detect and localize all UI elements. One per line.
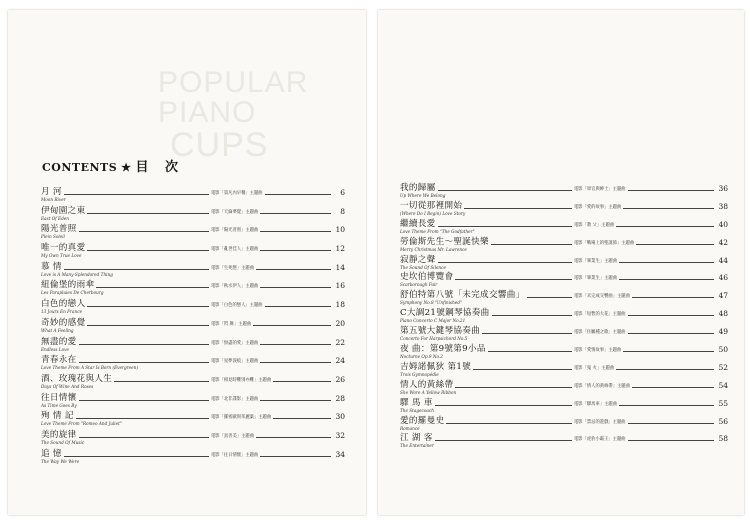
toc-entry-row — [400, 180, 728, 193]
song-title-english: Plein Soleil — [41, 234, 65, 240]
song-title-chinese: 酒、玫瑰花與人生 — [41, 373, 113, 384]
toc-entry-row — [400, 359, 728, 372]
toc-entry[interactable] — [400, 269, 728, 287]
toc-list-left — [41, 184, 345, 464]
contents-label-cjk: 目 次 — [135, 160, 185, 175]
film-note: 電影「禁忌的遊戲」主題曲 — [574, 419, 626, 425]
song-title-english: Piano Concerto C Major No.21 — [400, 318, 466, 324]
toc-entry[interactable] — [400, 216, 728, 234]
film-note: 電影「愛情故事」主題曲 — [574, 348, 622, 354]
toc-entry-row — [41, 259, 345, 272]
song-title-english: Merry Christmas Mr. Lawrence — [400, 246, 467, 252]
toc-entry[interactable] — [400, 430, 728, 448]
toc-entry-row — [400, 395, 728, 408]
toc-entry-row — [400, 413, 728, 426]
song-title-chinese: 我的歸屬 — [400, 183, 436, 193]
toc-entry[interactable] — [41, 446, 345, 465]
page-number: 50 — [718, 345, 728, 355]
toc-entry[interactable] — [400, 305, 728, 323]
toc-entry-row — [41, 371, 345, 384]
toc-entry-row — [41, 221, 345, 234]
page-number: 47 — [718, 291, 728, 301]
film-note: 電影「畢業生」主題曲 — [574, 258, 617, 264]
song-title-english: The Sound Of Silence — [400, 264, 446, 270]
song-title-english: Scarborough Fair — [400, 282, 438, 288]
song-title-chinese: 月 河 — [41, 187, 62, 197]
page-number: 46 — [718, 273, 728, 283]
leader-rule — [400, 226, 714, 227]
song-title-english: Up Where We Belong — [400, 193, 446, 198]
song-title-chinese: 唯一的真愛 — [41, 243, 86, 254]
toc-entry[interactable] — [400, 198, 728, 216]
song-title-english: Love Theme From "The Godfather" — [400, 228, 475, 234]
toc-entry-row — [400, 198, 728, 211]
toc-entry-row — [400, 287, 728, 300]
toc-entry[interactable] — [41, 277, 345, 296]
film-note: 電影「愛的故事」主題曲 — [574, 204, 622, 210]
song-title-chinese: 追 憶 — [41, 448, 62, 459]
film-note: 電影「驛馬車」主題曲 — [574, 401, 617, 407]
film-note: 電影「北非諜影」主題曲 — [211, 396, 259, 402]
toc-entry-row — [400, 216, 728, 229]
toc-entry-row — [400, 305, 728, 318]
song-title-english: Symphony No.8 "Unfinished" — [400, 300, 462, 306]
film-note: 電影「情人的黃絲帶」主題曲 — [574, 383, 630, 389]
leader-rule — [41, 362, 331, 363]
toc-entry[interactable] — [41, 259, 345, 278]
film-note: 電影「生死戀」主題曲 — [211, 265, 254, 271]
film-note: 電影「第凡內早餐」主題曲 — [211, 191, 263, 196]
song-title-english: Nocturne Op.9 No.2 — [400, 354, 443, 360]
toc-entry-row — [41, 427, 345, 440]
contents-heading — [42, 156, 184, 175]
page-number: 6 — [340, 188, 345, 197]
page-number: 42 — [718, 237, 728, 247]
toc-entry[interactable] — [41, 296, 345, 315]
song-title-chinese: 勞倫斯先生～聖誕快樂 — [400, 236, 489, 247]
leader-rule — [400, 262, 714, 263]
film-note: 電影「戰場上的聖誕節」主題曲 — [574, 240, 635, 246]
song-title-english: Days Of Wine And Roses — [41, 383, 94, 389]
toc-entry-row — [400, 269, 728, 282]
toc-entry[interactable] — [400, 323, 728, 341]
film-note: 電影「相見時難別亦難」主題曲 — [211, 377, 272, 383]
page-number: 28 — [335, 393, 345, 403]
page-number: 38 — [718, 201, 728, 211]
toc-entry[interactable] — [400, 395, 728, 413]
toc-entry-row — [41, 184, 345, 197]
song-title-chinese: 往日情懷 — [41, 392, 77, 403]
page-number: 48 — [718, 309, 728, 319]
toc-entry[interactable] — [41, 352, 345, 371]
leader-rule — [400, 440, 714, 441]
song-title-english: East Of Eden — [41, 215, 69, 221]
song-title-chinese: 陽光普照 — [41, 224, 77, 235]
page-number: 40 — [718, 219, 728, 229]
toc-entry[interactable] — [41, 203, 345, 222]
page-number: 14 — [335, 262, 345, 272]
toc-list-right — [400, 180, 728, 448]
song-title-chinese: 第五號大鍵琴協奏曲 — [400, 326, 481, 337]
toc-entry[interactable] — [41, 315, 345, 334]
song-title-english: She Wore A Yellow Ribbon — [400, 389, 457, 395]
leader-rule — [41, 456, 331, 457]
film-note: 電影「鬼 火」主題曲 — [574, 365, 615, 371]
page-number: 30 — [335, 412, 345, 422]
song-title-chinese: 奇妙的感覺 — [41, 317, 86, 328]
song-title-chinese: 紐倫堡的雨傘 — [41, 280, 95, 291]
film-note: 電影「亂世佳人」主題曲 — [211, 247, 259, 253]
toc-entry-row — [41, 334, 345, 347]
page-number: 18 — [335, 300, 345, 310]
star-icon: ★ — [121, 161, 132, 174]
toc-entry-row — [41, 203, 345, 216]
film-note: 電影「往日情懷」主題曲 — [211, 452, 259, 458]
toc-entry[interactable] — [41, 371, 345, 390]
toc-entry-row — [400, 430, 728, 443]
film-note: 電影「閃 舞」主題曲 — [211, 321, 252, 327]
song-title-chinese: 江 湖 客 — [400, 433, 433, 444]
page-number: 10 — [335, 225, 345, 235]
song-title-chinese: 美的旋律 — [41, 429, 77, 440]
left-page — [8, 10, 366, 515]
leader-rule — [41, 231, 331, 232]
toc-entry[interactable] — [41, 427, 345, 446]
toc-entry[interactable] — [400, 180, 728, 198]
page-number: 16 — [335, 281, 345, 291]
song-title-english: Trois Gymnopédie — [400, 371, 439, 377]
toc-entry[interactable] — [41, 408, 345, 427]
toc-entry[interactable] — [400, 413, 728, 431]
contents-label: CONTENTS — [42, 161, 118, 174]
film-note: 電影「畢業生」主題曲 — [574, 276, 617, 282]
background-title — [158, 68, 366, 162]
song-title-chinese: C大調21號鋼琴協奏曲 — [400, 308, 490, 319]
film-note: 電影「短暫的大花」主題曲 — [574, 312, 626, 318]
song-title-chinese: 夜 曲：第9號第9小品 — [400, 344, 486, 355]
film-note: 電影「天倫夢覺」主題曲 — [211, 209, 259, 215]
film-note: 電影「秋水伊人」主題曲 — [211, 284, 259, 290]
leader-rule — [400, 423, 714, 424]
toc-entry[interactable] — [41, 184, 345, 203]
song-title-chinese: 吉姆諾佩狄 第1號 — [400, 361, 472, 372]
toc-entry-row — [41, 446, 345, 459]
leader-rule — [400, 190, 714, 191]
toc-entry-row — [400, 341, 728, 354]
page-number: 49 — [718, 327, 728, 337]
film-note: 電影「未完成交響曲」主題曲 — [574, 294, 630, 300]
page-number: 22 — [335, 337, 345, 347]
background-title-line: CUPS — [170, 126, 269, 164]
song-title-english: My Own True Love — [41, 253, 82, 259]
song-title-chinese: 慕 情 — [41, 261, 62, 272]
song-title-chinese: 愛的羅曼史 — [400, 415, 445, 426]
toc-entry-row — [400, 323, 728, 336]
page-number: 44 — [718, 255, 728, 265]
song-title-chinese: 一切從那裡開始 — [400, 200, 463, 211]
background-title-line: POPULAR PIANO — [158, 66, 309, 129]
leader-rule — [41, 194, 331, 195]
toc-entry[interactable] — [400, 252, 728, 270]
toc-entry-row — [400, 234, 728, 247]
song-title-english: Love Theme From A Star Is Born (Evergreen) — [41, 365, 138, 371]
page-number: 24 — [335, 356, 345, 366]
song-title-english: Love Theme From "Romeo And Juliet" — [41, 421, 122, 427]
toc-entry-row — [41, 296, 345, 309]
film-note: 電影「住屬種之歌」主題曲 — [574, 330, 626, 336]
page-number: 58 — [718, 434, 728, 444]
song-title-chinese: 史坎伯博覽會 — [400, 272, 454, 283]
film-note: 電影「白色的戀人」主題曲 — [211, 303, 263, 309]
page-number: 55 — [718, 398, 728, 408]
page-number: 8 — [340, 206, 345, 216]
film-note: 電影「虎豹小霸王」主題曲 — [574, 437, 626, 443]
page-number: 32 — [335, 430, 345, 440]
song-title-english: (Where Do I Begin) Love Story — [400, 210, 466, 216]
leader-rule — [400, 405, 714, 406]
film-note: 電影「陽光普照」主題曲 — [211, 228, 259, 234]
toc-entry[interactable] — [400, 234, 728, 252]
song-title-english: Love is A Many-Splendored Thing — [41, 271, 113, 277]
toc-entry-row — [41, 315, 345, 328]
song-title-english: The Way We Were — [41, 458, 80, 464]
song-title-english: The Entertainer — [400, 443, 434, 449]
film-note: 電影「真善美」主題曲 — [211, 433, 254, 439]
film-note: 電影「軍官與紳士」主題曲 — [574, 187, 626, 192]
song-title-english: The Sound Of Music — [41, 439, 85, 445]
toc-entry[interactable] — [41, 334, 345, 353]
song-title-english: The Stagecoach — [400, 407, 434, 413]
toc-entry-row — [400, 377, 728, 390]
song-title-english: What A Feeling — [41, 327, 74, 333]
page-number: 52 — [718, 362, 728, 372]
song-title-english: 13 Jours En France — [41, 309, 83, 315]
song-title-chinese: 伊甸園之東 — [41, 205, 86, 216]
page-number: 36 — [718, 184, 728, 193]
film-note: 電影「羅密歐與茱麗葉」主題曲 — [211, 415, 272, 421]
song-title-english: Endless Love — [41, 346, 70, 352]
page-number: 20 — [335, 318, 345, 328]
song-title-english: Concerto For Harpsichord No.5 — [400, 336, 468, 342]
song-title-chinese: 無盡的愛 — [41, 336, 77, 347]
toc-entry[interactable] — [400, 287, 728, 305]
leader-rule — [41, 418, 331, 419]
leader-rule — [41, 437, 331, 438]
song-title-chinese: 驛 馬 車 — [400, 397, 433, 408]
page-number: 56 — [718, 416, 728, 426]
right-page — [378, 10, 744, 515]
leader-rule — [41, 400, 331, 401]
toc-entry-row — [41, 390, 345, 403]
song-title-chinese: 殉 情 記 — [41, 411, 74, 422]
leader-rule — [41, 269, 331, 270]
song-title-chinese: 繼續長愛 — [400, 218, 436, 229]
song-title-english: Moon River — [41, 197, 66, 202]
leader-rule — [41, 344, 331, 345]
film-note: 電影「教 父」主題曲 — [574, 222, 615, 228]
song-title-english: Les Parapluies De Cherbourg — [41, 290, 104, 296]
song-title-english: Romance — [400, 425, 420, 431]
toc-entry-row — [41, 408, 345, 421]
song-title-chinese: 白色的戀人 — [41, 299, 86, 310]
song-title-english: As Time Goes By — [41, 402, 77, 408]
toc-entry[interactable] — [41, 390, 345, 409]
toc-entry[interactable] — [400, 377, 728, 395]
page-number: 54 — [718, 380, 728, 390]
toc-entry-row — [400, 252, 728, 265]
toc-entry[interactable] — [41, 240, 345, 259]
toc-entry[interactable] — [400, 359, 728, 377]
toc-entry[interactable] — [400, 341, 728, 359]
page-number: 34 — [335, 449, 345, 459]
toc-entry-row — [41, 352, 345, 365]
toc-entry-row — [41, 277, 345, 290]
song-title-chinese: 寂靜之聲 — [400, 254, 436, 265]
song-title-chinese: 情人的黃絲帶 — [400, 379, 454, 390]
page-number: 26 — [335, 374, 345, 384]
page-number: 12 — [335, 244, 345, 254]
film-note: 電影「無盡的愛」主題曲 — [211, 340, 259, 346]
film-note: 電影「星夢淚痕」主題曲 — [211, 359, 259, 365]
toc-entry-row — [41, 240, 345, 253]
song-title-chinese: 青春永在 — [41, 355, 77, 366]
song-title-chinese: 舒伯特第八號「未完成交響曲」 — [400, 290, 525, 301]
toc-entry[interactable] — [41, 221, 345, 240]
